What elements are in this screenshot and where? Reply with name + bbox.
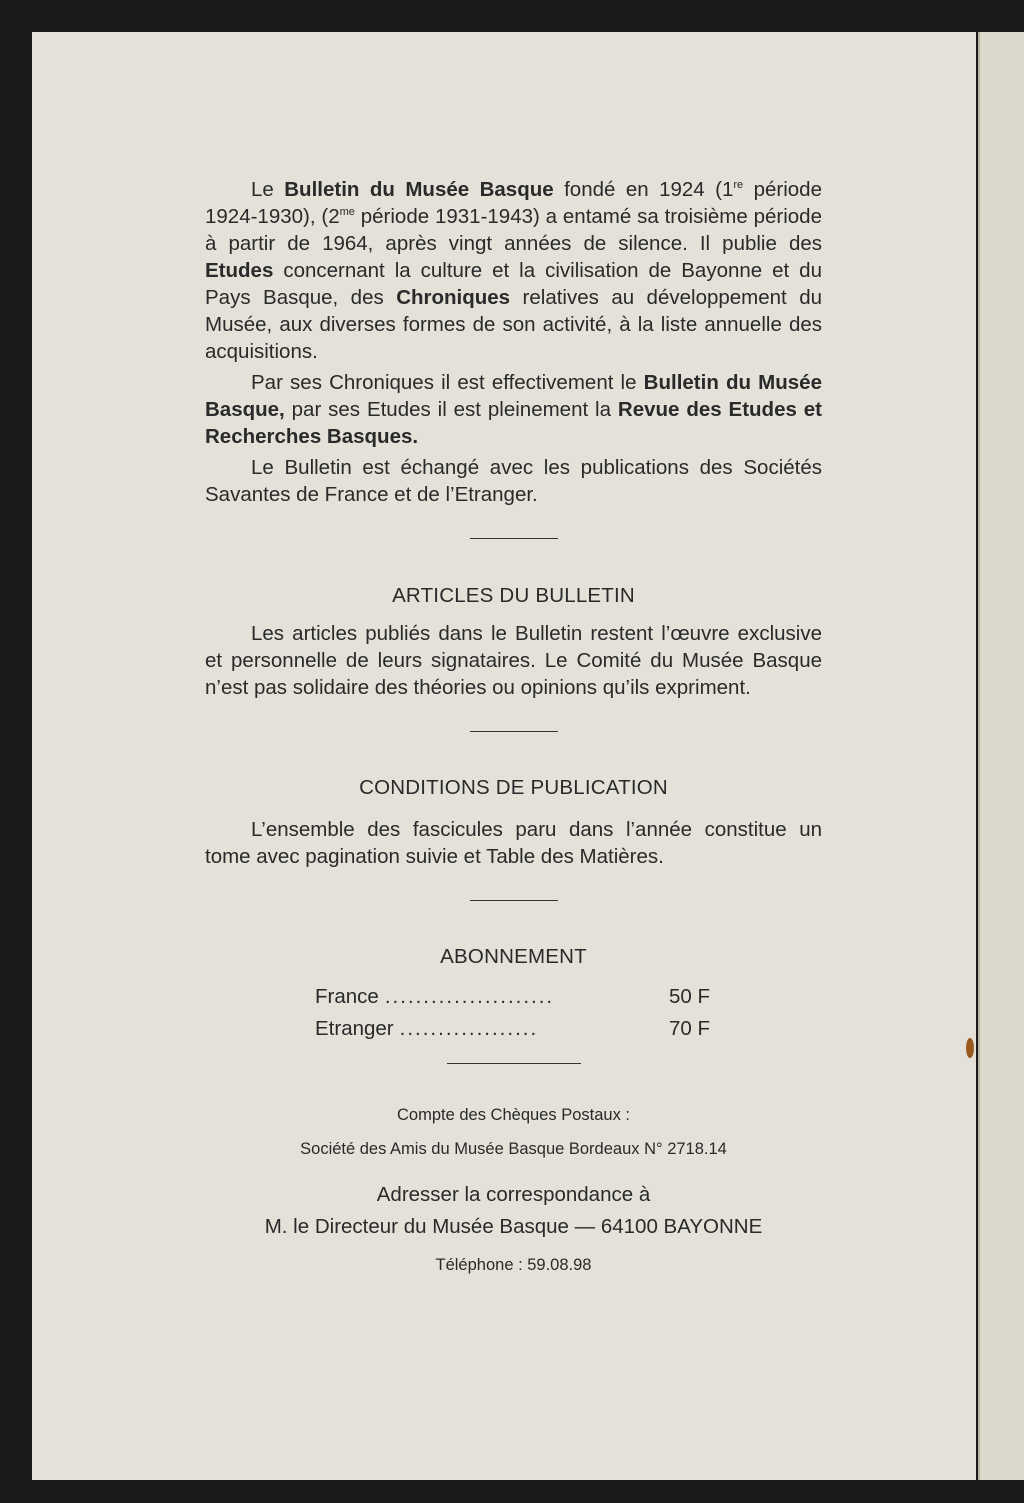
text: Le (251, 178, 285, 201)
articles-heading: ARTICLES DU BULLETIN (392, 584, 635, 607)
subscription-table (315, 981, 715, 1045)
row-label: France (315, 985, 379, 1008)
text: relatives au développement du Musée, aux diverses formes de son activité, à la liste annuelle des acquisitions. (205, 286, 822, 363)
text: fondé en 1924 (1 (553, 178, 734, 201)
bold-text: Chroniques (396, 286, 511, 309)
subscription-row-france (315, 981, 715, 1013)
dot-leader: ...................... (384, 985, 555, 1008)
document-content (205, 176, 822, 1280)
dot-leader: .................. (399, 1017, 539, 1040)
bold-text: Bulletin du Musée Basque, (205, 371, 822, 421)
address-line: M. le Directeur du Musée Basque — 64100 BAYONNE (264, 1215, 763, 1238)
text: par ses Etudes il est pleinement la (284, 398, 618, 421)
row-label: Etranger (315, 1017, 394, 1040)
conditions-paragraph: L’ensemble des fascicules paru dans l’année constitue un tome avec pagination suivie et Table des Matières. (205, 818, 822, 868)
text: Par ses Chroniques il est effectivement le (251, 371, 644, 394)
bold-text: Revue des Etudes et Recherches Basques. (205, 398, 822, 448)
row-price: 70 F (669, 1017, 711, 1040)
row-price: 50 F (669, 985, 711, 1008)
divider (470, 538, 558, 539)
divider (470, 731, 558, 732)
superscript: me (339, 206, 355, 219)
intro-paragraph-3: Le Bulletin est échangé avec les publications des Sociétés Savantes de France et de l’Etranger. (205, 456, 822, 506)
subscription-heading: ABONNEMENT (440, 945, 587, 968)
text: période 1931-1943) a entamé sa troisième période à partir de 1964, après vingt années de silence. Il publie des (205, 205, 822, 255)
bold-text: Bulletin du Musée Basque (284, 178, 554, 201)
postal-account-line: Compte des Chèques Postaux : (397, 1106, 630, 1124)
intro-paragraph-1 (205, 176, 822, 365)
address-intro: Adresser la correspondance à (376, 1183, 651, 1206)
text: période 1924-1930), (2 (205, 178, 822, 228)
divider (447, 1063, 581, 1064)
bold-text: Etudes (205, 259, 274, 282)
conditions-heading: CONDITIONS DE PUBLICATION (359, 776, 668, 799)
divider (470, 900, 558, 901)
superscript: re (733, 179, 744, 192)
facing-page-edge (978, 32, 1024, 1480)
subscription-row-etranger (315, 1013, 715, 1045)
articles-paragraph: Les articles publiés dans le Bulletin restent l’œuvre exclusive et personnelle de leurs signataires. Le Comité du Musée Basque n’est pas solidaire des théories ou opinions qu’ils expriment. (205, 622, 822, 699)
paper-stain (966, 1038, 974, 1058)
telephone: Téléphone : 59.08.98 (435, 1256, 592, 1274)
text: concernant la culture et la civilisation de Bayonne et du Pays Basque, des (205, 259, 822, 309)
postal-society-line: Société des Amis du Musée Basque Bordeaux N° 2718.14 (300, 1140, 727, 1158)
intro-paragraph-2 (205, 369, 822, 450)
